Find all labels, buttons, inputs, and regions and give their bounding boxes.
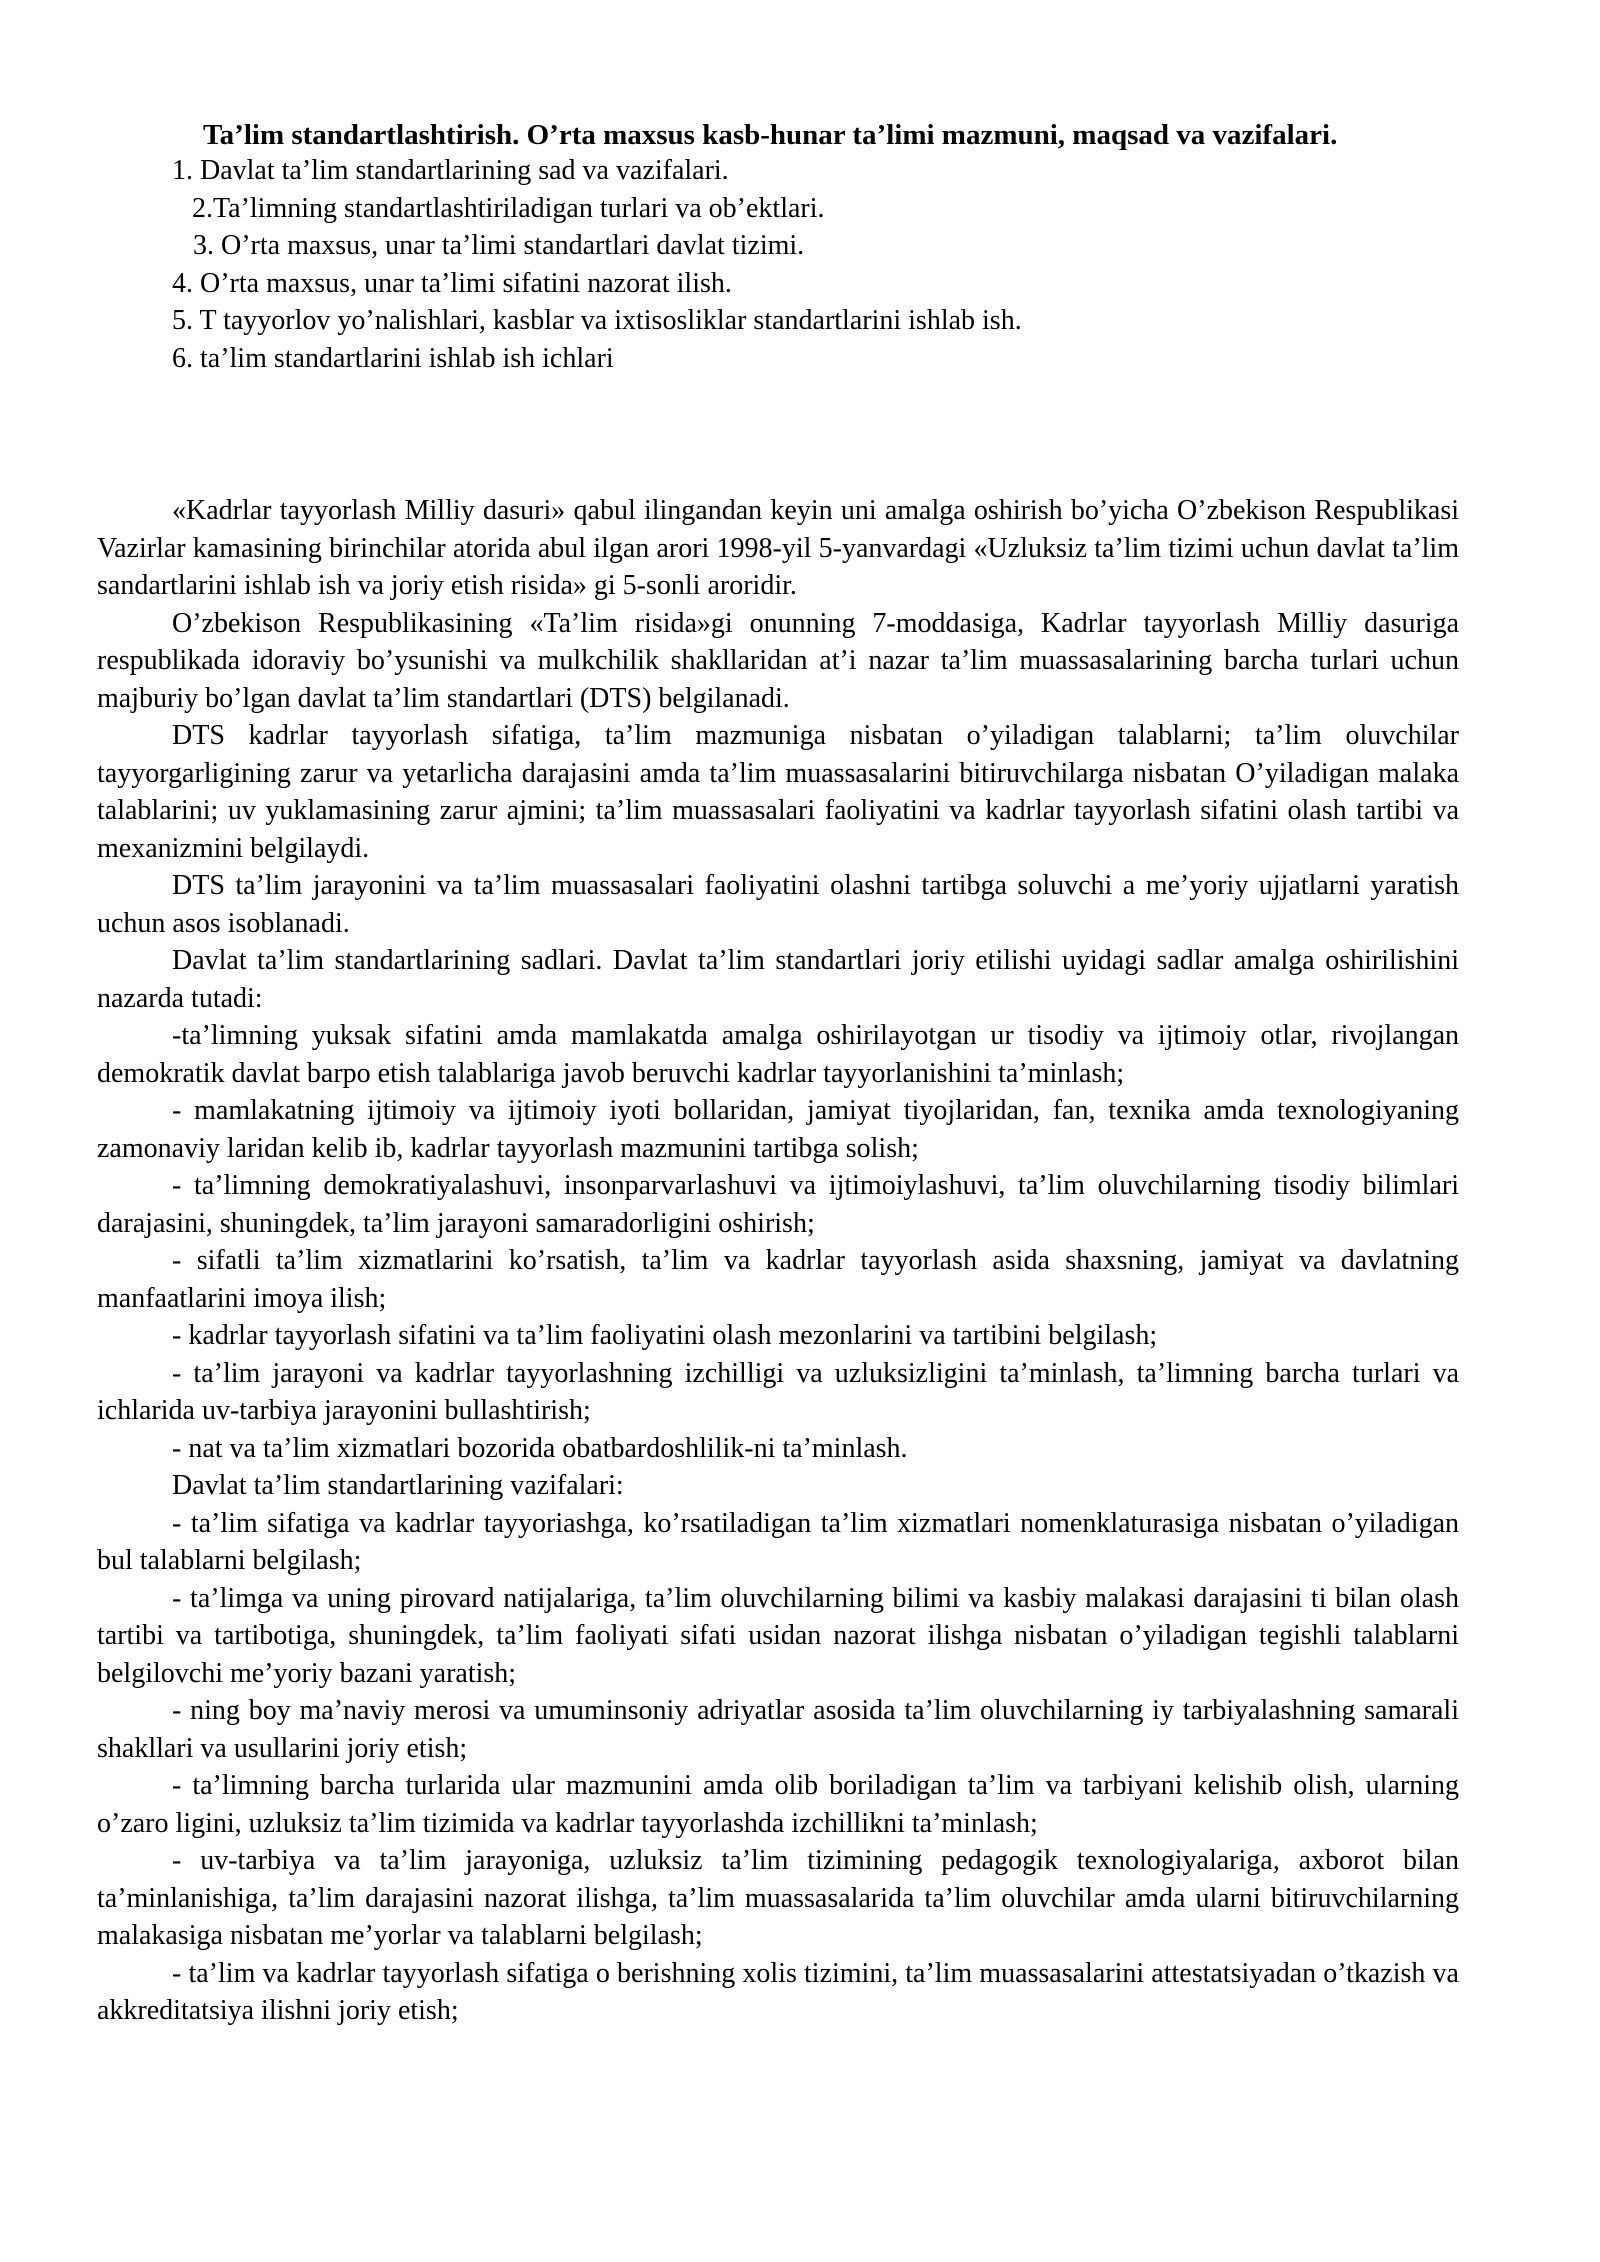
- paragraph: Davlat ta’lim standartlarining vazifalari:: [172, 1470, 624, 1501]
- paragraph: Davlat ta’lim standartlarining sadlari. Davlat ta’lim standartlari joriy etilishi uyidagi sadlar amalga oshirilishini nazarda tutadi:: [97, 945, 1459, 1014]
- outline-item: 3. O’rta maxsus, unar ta’limi standartlari davlat tizimi.: [193, 230, 805, 261]
- outline-item: 5. T tayyorlov yo’nalishlari, kasblar va ixtisosliklar standartlarini ishlab ish.: [172, 305, 1022, 336]
- outline-list: [0, 152, 1600, 377]
- body-text: [97, 492, 1459, 2030]
- outline-item: 4. O’rta maxsus, unar ta’limi sifatini nazorat ilish.: [172, 267, 732, 299]
- document-title: Ta’lim standartlashtirish. O’rta maxsus kasb-hunar ta’limi mazmuni, maqsad va vazifalari.: [203, 119, 1338, 151]
- paragraph: - ning boy ma’naviy merosi va umuminsoniy adriyatlar asosida ta’lim oluvchilarning iy tarbiyalashning samarali shakllari va usullarini joriy etish;: [97, 1695, 1459, 1764]
- paragraph: -ta’limning yuksak sifatini amda mamlakatda amalga oshirilayotgan ur tisodiy va ijtimoiy otlar, rivojlangan demokratik davlat barpo etish talablariga javob beruvchi kadrlar tayyorlanishini ta’minlash;: [97, 1020, 1459, 1089]
- outline-item: 1. Davlat ta’lim standartlarining sad va vazifalari.: [172, 155, 729, 186]
- paragraph: - ta’limning demokratiyalashuvi, insonparvarlashuvi va ijtimoiylashuvi, ta’lim oluvchilarning tisodiy bilimlari darajasini, shuningdek, ta’lim jarayoni samaradorligini oshirish;: [97, 1170, 1459, 1239]
- outline-item: 6. ta’lim standartlarini ishlab ish ichlari: [172, 342, 614, 374]
- paragraph: - ta’limga va uning pirovard natijalariga, ta’lim oluvchilarning bilimi va kasbiy malakasi darajasini ti bilan olash tartibi va tartibotiga, shuningdek, ta’lim faoliyati sifati usidan nazorat ilishga nisbatan o’yiladigan tegishli talablarni belgilovchi me’yoriy bazani yaratish;: [97, 1582, 1459, 1689]
- paragraph: - nat va ta’lim xizmatlari bozorida obatbardoshlilik-ni ta’minlash.: [172, 1432, 908, 1464]
- paragraph: - sifatli ta’lim xizmatlarini ko’rsatish, ta’lim va kadrlar tayyorlash asida shaxsning, jamiyat va davlatning manfaatlarini imoya ilish;: [97, 1245, 1459, 1314]
- outline-item: 2.Ta’limning standartlashtiriladigan turlari va ob’ektlari.: [192, 192, 825, 224]
- paragraph: O’zbekison Respublikasining «Ta’lim risida»gi onunning 7-moddasiga, Kadrlar tayyorlash Milliy dasuriga respublikada idoraviy bo’ysunishi va mulkchilik shakllaridan at’i nazar ta’lim muassasalarining barcha turlari uchun majburiy bo’lgan davlat ta’lim standartlari (DTS) belgilanadi.: [97, 607, 1459, 714]
- paragraph: DTS kadrlar tayyorlash sifatiga, ta’lim mazmuniga nisbatan o’yiladigan talablarni; ta’lim oluvchilar tayyorgarligining zarur va yetarlicha darajasini amda ta’lim muassasalarini bitiruvchilarga nisbatan O’yiladigan malaka talablarini; uv yuklamasining zarur ajmini; ta’lim muassasalari faoliyatini va kadrlar tayyorlash sifatini olash tartibi va mexanizmini belgilaydi.: [97, 720, 1459, 864]
- paragraph: - ta’lim sifatiga va kadrlar tayyoriashga, ko’rsatiladigan ta’lim xizmatlari nomenklaturasiga nisbatan o’yiladigan bul talablarni belgilash;: [97, 1507, 1459, 1576]
- paragraph: «Kadrlar tayyorlash Milliy dasuri» qabul ilingandan keyin uni amalga oshirish bo’yicha O’zbekison Respublikasi Vazirlar kamasining birinchilar atorida abul ilgan arori 1998-yil 5-yanvardagi «Uzluksiz ta’lim tizimi uchun davlat ta’lim sandartlarini ishlab ish va joriy etish risida» gi 5-sonli aroridir.: [97, 495, 1459, 601]
- paragraph: - ta’lim jarayoni va kadrlar tayyorlashning izchilligi va uzluksizligini ta’minlash, ta’limning barcha turlari va ichlarida uv-tarbiya jarayonini bullashtirish;: [97, 1357, 1459, 1426]
- paragraph: - ta’limning barcha turlarida ular mazmunini amda olib boriladigan ta’lim va tarbiyani kelishib olish, ularning o’zaro ligini, uzluksiz ta’lim tizimida va kadrlar tayyorlashda izchillikni ta’minlash;: [97, 1770, 1459, 1839]
- paragraph: - uv-tarbiya va ta’lim jarayoniga, uzluksiz ta’lim tizimining pedagogik texnologiyalariga, axborot bilan ta’minlanishiga, ta’lim darajasini nazorat ilishga, ta’lim muassasalarida ta’lim oluvchilar amda ularni bitiruvchilarning malakasiga nisbatan me’yorlar va talablarni belgilash;: [97, 1845, 1459, 1951]
- paragraph: - ta’lim va kadrlar tayyorlash sifatiga o berishning xolis tizimini, ta’lim muassasalarini attestatsiyadan o’tkazish va akkreditatsiya ilishni joriy etish;: [97, 1957, 1459, 2026]
- paragraph: - kadrlar tayyorlash sifatini va ta’lim faoliyatini olash mezonlarini va tartibini belgilash;: [172, 1320, 1158, 1351]
- paragraph: - mamlakatning ijtimoiy va ijtimoiy iyoti bollaridan, jamiyat tiyojlaridan, fan, texnika amda texnologiyaning zamonaviy laridan kelib ib, kadrlar tayyorlash mazmunini tartibga solish;: [97, 1095, 1459, 1164]
- paragraph: DTS ta’lim jarayonini va ta’lim muassasalari faoliyatini olashni tartibga soluvchi a me’yoriy ujjatlarni yaratish uchun asos isoblanadi.: [97, 870, 1459, 939]
